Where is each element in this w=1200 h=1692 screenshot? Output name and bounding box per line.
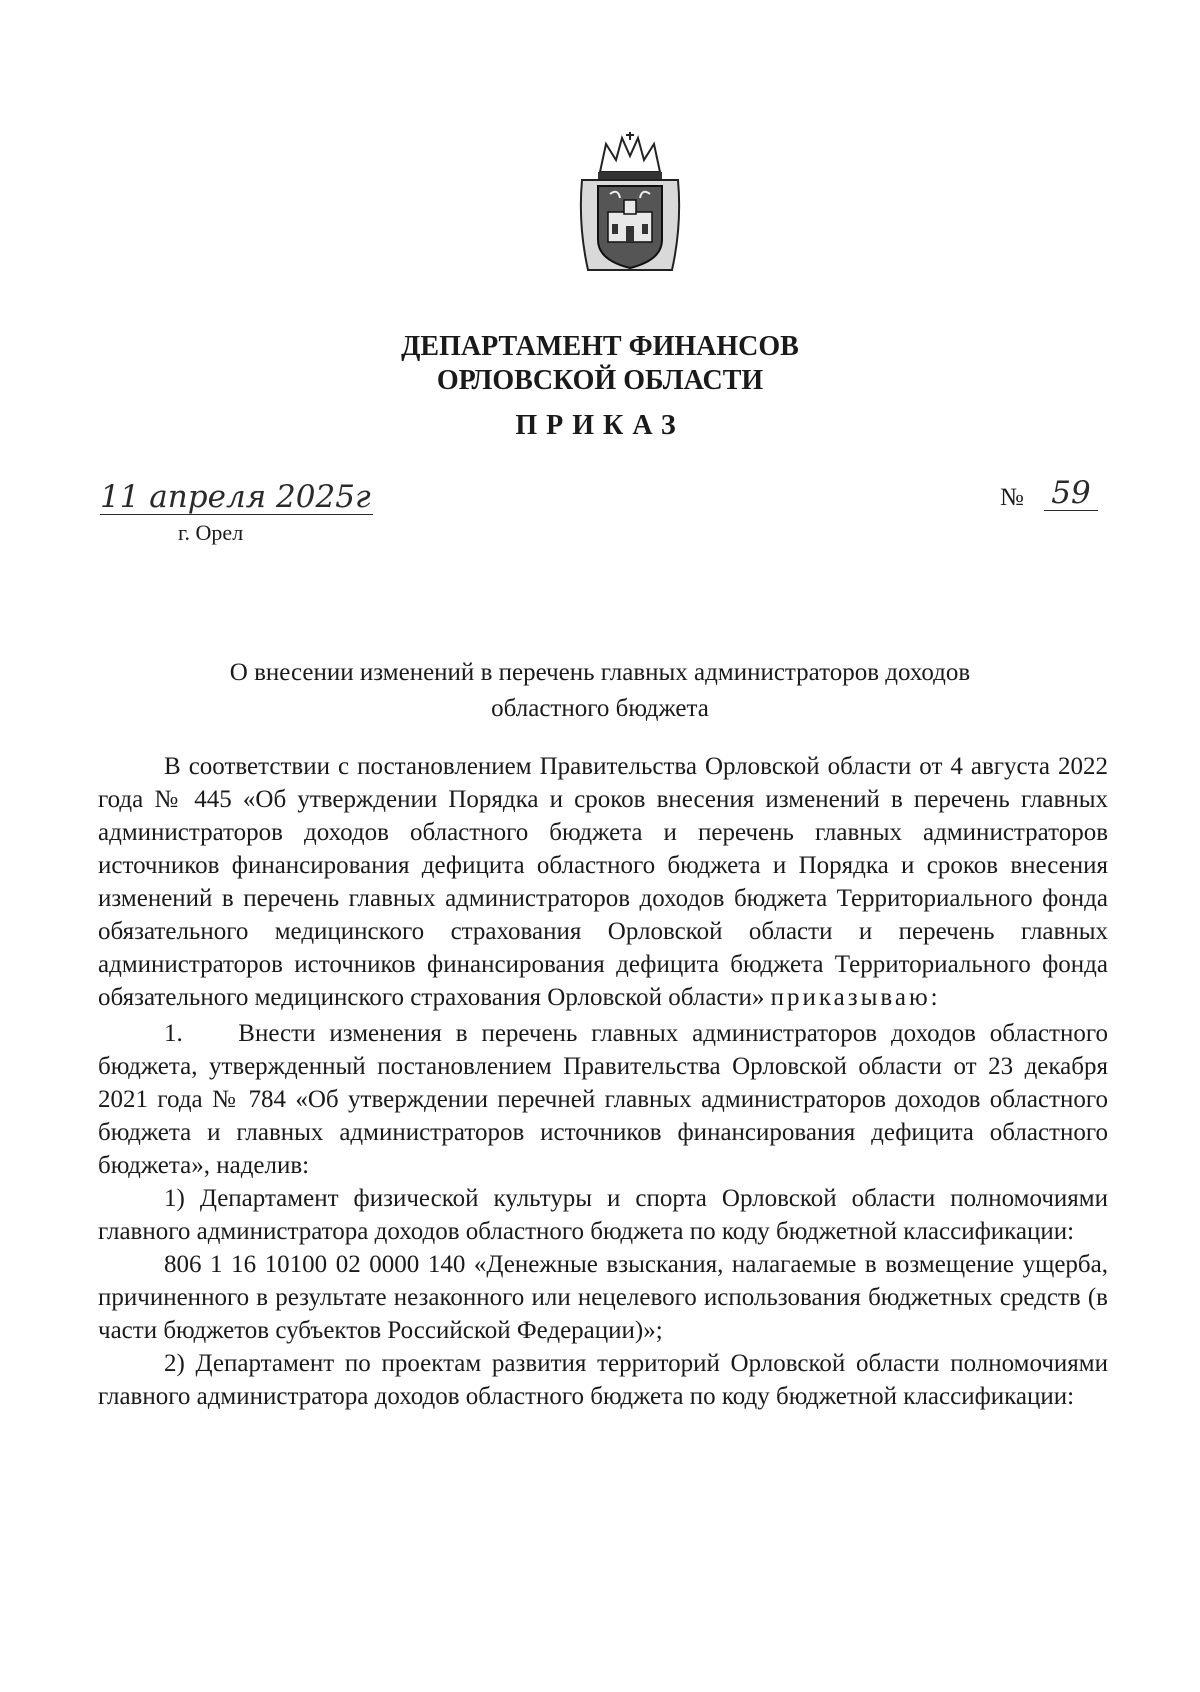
document-subject: [150, 655, 1050, 727]
org-name-line1: ДЕПАРТАМЕНТ ФИНАНСОВ: [401, 331, 799, 362]
preamble-paragraph: [98, 750, 1108, 1014]
handwritten-date: 11 апреля 2025г: [100, 479, 371, 515]
orel-oblast-coat-of-arms-icon: [570, 130, 690, 280]
order-number-label: №: [1000, 484, 1024, 511]
preamble-text: В соответствии с постановлением Правительства Орловской области от 4 августа 2022 года № 445 «Об утверждении Порядка и сроков внесения изменений в перечень главных администраторов доходов областного бюджета и перечень главных администраторов источников финансирования дефицита областного бюджета и Порядка и сроков внесения изменений в перечень главных администраторов доходов бюджета Территориального фонда обязательного медицинского страхования Орловской области и перечень главных администраторов источников финансирования дефицита бюджета Территориального фонда обязательного медицинского страхования Орловской области»: [98, 753, 1108, 1011]
city-label: г. Орел: [178, 520, 244, 545]
subitem-2-paragraph: 2) Департамент по проектам развития территорий Орловской области полномочиями главного администратора доходов областного бюджета по коду бюджетной классификации:: [98, 1350, 1108, 1410]
subject-line1: О внесении изменений в перечень главных администраторов доходов: [229, 659, 971, 686]
document-type-title: ПРИКАЗ: [515, 410, 685, 441]
handwritten-order-number: 59: [1044, 476, 1098, 511]
order-word: приказываю:: [770, 984, 941, 1011]
org-name-line2: ОРЛОВСКОЙ ОБЛАСТИ: [436, 365, 764, 396]
code-1-paragraph: 806 1 16 10100 02 0000 140 «Денежные взыскания, налагаемые в возмещение ущерба, причиненного в результате незаконного или нецелевого использования бюджетных средств (в части бюджетов субъектов Российской Федерации)»;: [98, 1251, 1108, 1344]
item-1-paragraph: 1. Внести изменения в перечень главных администраторов доходов областного бюджета, утвержденный постановлением Правительства Орловской области от 23 декабря 2021 года № 784 «Об утверждении перечней главных администраторов доходов областного бюджета и главных администраторов источников финансирования дефицита областного бюджета», наделив:: [98, 1020, 1108, 1179]
subject-line2: областного бюджета: [491, 695, 709, 722]
document-body: [98, 750, 1108, 1413]
subitem-1-paragraph: 1) Департамент физической культуры и спорта Орловской области полномочиями главного администратора доходов областного бюджета по коду бюджетной классификации:: [98, 1185, 1108, 1245]
